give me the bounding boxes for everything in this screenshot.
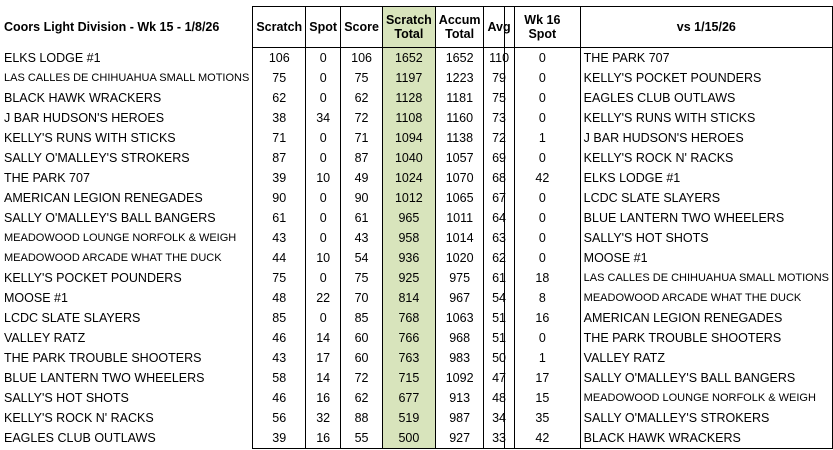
- opponent-name: LCDC SLATE SLAYERS: [580, 188, 832, 208]
- team-name: BLACK HAWK WRACKERS: [4, 91, 162, 105]
- spot-cell: 0: [306, 128, 341, 148]
- table-row: [0, 288, 514, 308]
- scratch-total-cell: 1024: [382, 168, 435, 188]
- team-name: SALLY O'MALLEY'S BALL BANGERS: [4, 211, 216, 225]
- accum-total-cell: 967: [435, 288, 484, 308]
- standings-table: [0, 6, 515, 449]
- avg-cell: 50: [484, 348, 514, 368]
- scratch-cell: 56: [253, 408, 306, 428]
- scratch-total-cell: 814: [382, 288, 435, 308]
- scratch-total-cell: 925: [382, 268, 435, 288]
- score-cell: 85: [341, 308, 383, 328]
- opponent-name: SALLY'S HOT SHOTS: [580, 228, 832, 248]
- scratch-total-cell: 1040: [382, 148, 435, 168]
- table-row: [0, 68, 514, 88]
- scratch-total-cell: 766: [382, 328, 435, 348]
- accum-total-cell: 913: [435, 388, 484, 408]
- table-row: [505, 428, 833, 449]
- score-cell: 88: [341, 408, 383, 428]
- accum-total-cell: 1014: [435, 228, 484, 248]
- table-row: [0, 88, 514, 108]
- spot-cell: 16: [306, 388, 341, 408]
- opponent-name: KELLY'S ROCK N' RACKS: [580, 148, 832, 168]
- opponent-name: KELLY'S RUNS WITH STICKS: [580, 108, 832, 128]
- accum-total-cell: 1063: [435, 308, 484, 328]
- wk16-spot-cell: 0: [505, 68, 581, 88]
- accum-total-cell: 983: [435, 348, 484, 368]
- table-row: [0, 388, 514, 408]
- wk16-spot-cell: 0: [505, 48, 581, 69]
- opponent-name: KELLY'S POCKET POUNDERS: [580, 68, 832, 88]
- team-name: VALLEY RATZ: [4, 331, 86, 345]
- scratch-cell: 39: [253, 168, 306, 188]
- scratch-total-cell: 1128: [382, 88, 435, 108]
- table-row: [505, 208, 833, 228]
- opponent-name: MEADOWOOD LOUNGE NORFOLK & WEIGH: [580, 388, 832, 408]
- accum-total-cell: 1138: [435, 128, 484, 148]
- score-cell: 60: [341, 348, 383, 368]
- avg-cell: 63: [484, 228, 514, 248]
- avg-cell: 110: [484, 48, 514, 69]
- spot-cell: 34: [306, 108, 341, 128]
- wk16-spot-cell: 0: [505, 188, 581, 208]
- col-vs-date: vs 1/15/26: [580, 7, 832, 48]
- opponent-name: ELKS LODGE #1: [580, 168, 832, 188]
- spot-cell: 0: [306, 148, 341, 168]
- scratch-total-cell: 965: [382, 208, 435, 228]
- scratch-total-cell: 677: [382, 388, 435, 408]
- table-row: [505, 88, 833, 108]
- avg-cell: 79: [484, 68, 514, 88]
- score-cell: 43: [341, 228, 383, 248]
- table-row: [505, 108, 833, 128]
- spot-cell: 17: [306, 348, 341, 368]
- scratch-cell: 87: [253, 148, 306, 168]
- col-accum-total-line2: Total: [445, 27, 475, 41]
- scratch-total-cell: 768: [382, 308, 435, 328]
- spot-cell: 14: [306, 328, 341, 348]
- opponent-name: THE PARK 707: [580, 48, 832, 69]
- scratch-total-cell: 500: [382, 428, 435, 449]
- team-name: SALLY'S HOT SHOTS: [4, 391, 129, 405]
- spot-cell: 16: [306, 428, 341, 449]
- avg-cell: 33: [484, 428, 514, 449]
- table-row: [0, 268, 514, 288]
- scratch-cell: 85: [253, 308, 306, 328]
- table-row: [0, 408, 514, 428]
- opponent-name: VALLEY RATZ: [580, 348, 832, 368]
- wk16-spot-cell: 18: [505, 268, 581, 288]
- score-cell: 87: [341, 148, 383, 168]
- wk16-spot-cell: 17: [505, 368, 581, 388]
- opponent-name: THE PARK TROUBLE SHOOTERS: [580, 328, 832, 348]
- scratch-cell: 38: [253, 108, 306, 128]
- table-row: [0, 228, 514, 248]
- accum-total-cell: 1223: [435, 68, 484, 88]
- avg-cell: 51: [484, 308, 514, 328]
- opponent-name: LAS CALLES DE CHIHUAHUA SMALL MOTIONS: [580, 268, 832, 288]
- wk16-spot-cell: 35: [505, 408, 581, 428]
- opponent-name: MOOSE #1: [580, 248, 832, 268]
- table-row: [505, 168, 833, 188]
- col-scratch-total: [382, 7, 435, 48]
- opponent-name: EAGLES CLUB OUTLAWS: [580, 88, 832, 108]
- spot-cell: 22: [306, 288, 341, 308]
- table-row: [505, 48, 833, 69]
- table-row: [505, 288, 833, 308]
- accum-total-cell: 968: [435, 328, 484, 348]
- scratch-cell: 46: [253, 388, 306, 408]
- table-row: [0, 248, 514, 268]
- table-row: [0, 368, 514, 388]
- scratch-cell: 48: [253, 288, 306, 308]
- spot-cell: 0: [306, 48, 341, 69]
- scratch-cell: 75: [253, 68, 306, 88]
- avg-cell: 51: [484, 328, 514, 348]
- score-cell: 72: [341, 108, 383, 128]
- accum-total-cell: 1160: [435, 108, 484, 128]
- scratch-total-cell: 1652: [382, 48, 435, 69]
- wk16-spot-cell: 0: [505, 88, 581, 108]
- scratch-cell: 106: [253, 48, 306, 69]
- opponent-name: MEADOWOOD ARCADE WHAT THE DUCK: [580, 288, 832, 308]
- team-name: LAS CALLES DE CHIHUAHUA SMALL MOTIONS: [4, 72, 250, 84]
- table-row: [0, 348, 514, 368]
- accum-total-cell: 1070: [435, 168, 484, 188]
- table-row: [0, 308, 514, 328]
- score-cell: 62: [341, 388, 383, 408]
- avg-cell: 73: [484, 108, 514, 128]
- spot-cell: 0: [306, 268, 341, 288]
- scratch-cell: 75: [253, 268, 306, 288]
- col-score: Score: [341, 7, 383, 48]
- col-avg: Avg: [484, 7, 514, 48]
- table-row: [505, 368, 833, 388]
- spot-cell: 0: [306, 88, 341, 108]
- spot-cell: 32: [306, 408, 341, 428]
- team-name: KELLY'S RUNS WITH STICKS: [4, 131, 176, 145]
- score-cell: 70: [341, 288, 383, 308]
- avg-cell: 61: [484, 268, 514, 288]
- scratch-cell: 46: [253, 328, 306, 348]
- col-scratch: Scratch: [253, 7, 306, 48]
- division-title: Coors Light Division - Wk 15 - 1/8/26: [4, 20, 220, 34]
- avg-cell: 64: [484, 208, 514, 228]
- table-row: [0, 148, 514, 168]
- score-cell: 72: [341, 368, 383, 388]
- table-row: [505, 188, 833, 208]
- wk16-spot-cell: 0: [505, 328, 581, 348]
- team-name: KELLY'S POCKET POUNDERS: [4, 271, 182, 285]
- team-name: LCDC SLATE SLAYERS: [4, 311, 141, 325]
- scratch-total-cell: 715: [382, 368, 435, 388]
- team-name: SALLY O'MALLEY'S STROKERS: [4, 151, 190, 165]
- avg-cell: 67: [484, 188, 514, 208]
- scratch-cell: 43: [253, 348, 306, 368]
- table-row: [505, 248, 833, 268]
- col-scratch-total-line1: Scratch: [385, 13, 432, 27]
- avg-cell: 75: [484, 88, 514, 108]
- team-name: MOOSE #1: [4, 291, 68, 305]
- wk16-spot-cell: 1: [505, 128, 581, 148]
- scratch-cell: 61: [253, 208, 306, 228]
- spot-cell: 0: [306, 208, 341, 228]
- table-row: [505, 328, 833, 348]
- table-row: [505, 68, 833, 88]
- table-row: [0, 208, 514, 228]
- opponent-name: BLACK HAWK WRACKERS: [580, 428, 832, 449]
- table-row: [0, 128, 514, 148]
- wk16-spot-cell: 42: [505, 428, 581, 449]
- score-cell: 55: [341, 428, 383, 449]
- table-row: [0, 428, 514, 449]
- col-wk16-spot-line1: Wk 16: [524, 13, 561, 27]
- team-name: THE PARK TROUBLE SHOOTERS: [4, 351, 202, 365]
- accum-total-cell: 1092: [435, 368, 484, 388]
- col-wk16-spot: [505, 7, 581, 48]
- score-cell: 106: [341, 48, 383, 69]
- table-row: [0, 48, 514, 69]
- table-row: [505, 228, 833, 248]
- score-cell: 62: [341, 88, 383, 108]
- scratch-cell: 58: [253, 368, 306, 388]
- col-spot: Spot: [306, 7, 341, 48]
- table-row: [505, 388, 833, 408]
- col-wk16-spot-line2: Spot: [528, 27, 557, 41]
- accum-total-cell: 975: [435, 268, 484, 288]
- scratch-total-cell: 1108: [382, 108, 435, 128]
- scratch-total-cell: 1197: [382, 68, 435, 88]
- avg-cell: 68: [484, 168, 514, 188]
- opponent-name: BLUE LANTERN TWO WHEELERS: [580, 208, 832, 228]
- spot-cell: 14: [306, 368, 341, 388]
- wk16-spot-cell: 0: [505, 148, 581, 168]
- score-cell: 60: [341, 328, 383, 348]
- opponent-name: AMERICAN LEGION RENEGADES: [580, 308, 832, 328]
- avg-cell: 62: [484, 248, 514, 268]
- table-row: [505, 308, 833, 328]
- scratch-total-cell: 958: [382, 228, 435, 248]
- opponent-name: SALLY O'MALLEY'S STROKERS: [580, 408, 832, 428]
- accum-total-cell: 1057: [435, 148, 484, 168]
- wk16-spot-cell: 42: [505, 168, 581, 188]
- col-accum-total-line1: Accum: [438, 13, 481, 27]
- accum-total-cell: 1065: [435, 188, 484, 208]
- scratch-total-cell: 936: [382, 248, 435, 268]
- team-name: THE PARK 707: [4, 171, 90, 185]
- spot-cell: 10: [306, 248, 341, 268]
- team-name: EAGLES CLUB OUTLAWS: [4, 431, 156, 446]
- avg-cell: 34: [484, 408, 514, 428]
- score-cell: 90: [341, 188, 383, 208]
- team-name: MEADOWOOD ARCADE WHAT THE DUCK: [4, 252, 222, 264]
- score-cell: 75: [341, 268, 383, 288]
- scratch-cell: 43: [253, 228, 306, 248]
- opponent-name: J BAR HUDSON'S HEROES: [580, 128, 832, 148]
- accum-total-cell: 1181: [435, 88, 484, 108]
- spot-cell: 10: [306, 168, 341, 188]
- accum-total-cell: 927: [435, 428, 484, 449]
- scratch-total-cell: 1012: [382, 188, 435, 208]
- score-cell: 61: [341, 208, 383, 228]
- opponent-name: SALLY O'MALLEY'S BALL BANGERS: [580, 368, 832, 388]
- score-cell: 54: [341, 248, 383, 268]
- accum-total-cell: 1652: [435, 48, 484, 69]
- table-row: [0, 188, 514, 208]
- table-row: [0, 328, 514, 348]
- score-cell: 71: [341, 128, 383, 148]
- spot-cell: 0: [306, 188, 341, 208]
- score-cell: 75: [341, 68, 383, 88]
- table-row: [505, 348, 833, 368]
- table-row: [505, 408, 833, 428]
- team-name: ELKS LODGE #1: [4, 50, 101, 65]
- avg-cell: 69: [484, 148, 514, 168]
- table-row: [505, 148, 833, 168]
- wk16-spot-cell: 0: [505, 228, 581, 248]
- wk16-spot-cell: 15: [505, 388, 581, 408]
- scratch-cell: 44: [253, 248, 306, 268]
- spot-cell: 0: [306, 308, 341, 328]
- avg-cell: 54: [484, 288, 514, 308]
- col-accum-total: [435, 7, 484, 48]
- scratch-cell: 39: [253, 428, 306, 449]
- scratch-total-cell: 519: [382, 408, 435, 428]
- scratch-cell: 90: [253, 188, 306, 208]
- scratch-cell: 71: [253, 128, 306, 148]
- wk16-spot-cell: 1: [505, 348, 581, 368]
- team-name: BLUE LANTERN TWO WHEELERS: [4, 371, 205, 385]
- team-name: MEADOWOOD LOUNGE NORFOLK & WEIGH: [4, 232, 237, 244]
- avg-cell: 48: [484, 388, 514, 408]
- avg-cell: 47: [484, 368, 514, 388]
- table-row: [0, 168, 514, 188]
- wk16-spot-cell: 0: [505, 108, 581, 128]
- wk16-spot-cell: 0: [505, 208, 581, 228]
- table-row: [505, 128, 833, 148]
- accum-total-cell: 1020: [435, 248, 484, 268]
- table-row: [0, 108, 514, 128]
- team-name: AMERICAN LEGION RENEGADES: [4, 191, 203, 205]
- spot-cell: 0: [306, 68, 341, 88]
- matchups-table: [504, 6, 833, 449]
- accum-total-cell: 1011: [435, 208, 484, 228]
- spot-cell: 0: [306, 228, 341, 248]
- scratch-cell: 62: [253, 88, 306, 108]
- table-row: [505, 268, 833, 288]
- team-name: J BAR HUDSON'S HEROES: [4, 111, 165, 125]
- score-cell: 49: [341, 168, 383, 188]
- col-scratch-total-line2: Total: [394, 27, 424, 41]
- wk16-spot-cell: 16: [505, 308, 581, 328]
- accum-total-cell: 987: [435, 408, 484, 428]
- avg-cell: 72: [484, 128, 514, 148]
- wk16-spot-cell: 0: [505, 248, 581, 268]
- scratch-total-cell: 763: [382, 348, 435, 368]
- scratch-total-cell: 1094: [382, 128, 435, 148]
- team-name: KELLY'S ROCK N' RACKS: [4, 411, 154, 425]
- wk16-spot-cell: 8: [505, 288, 581, 308]
